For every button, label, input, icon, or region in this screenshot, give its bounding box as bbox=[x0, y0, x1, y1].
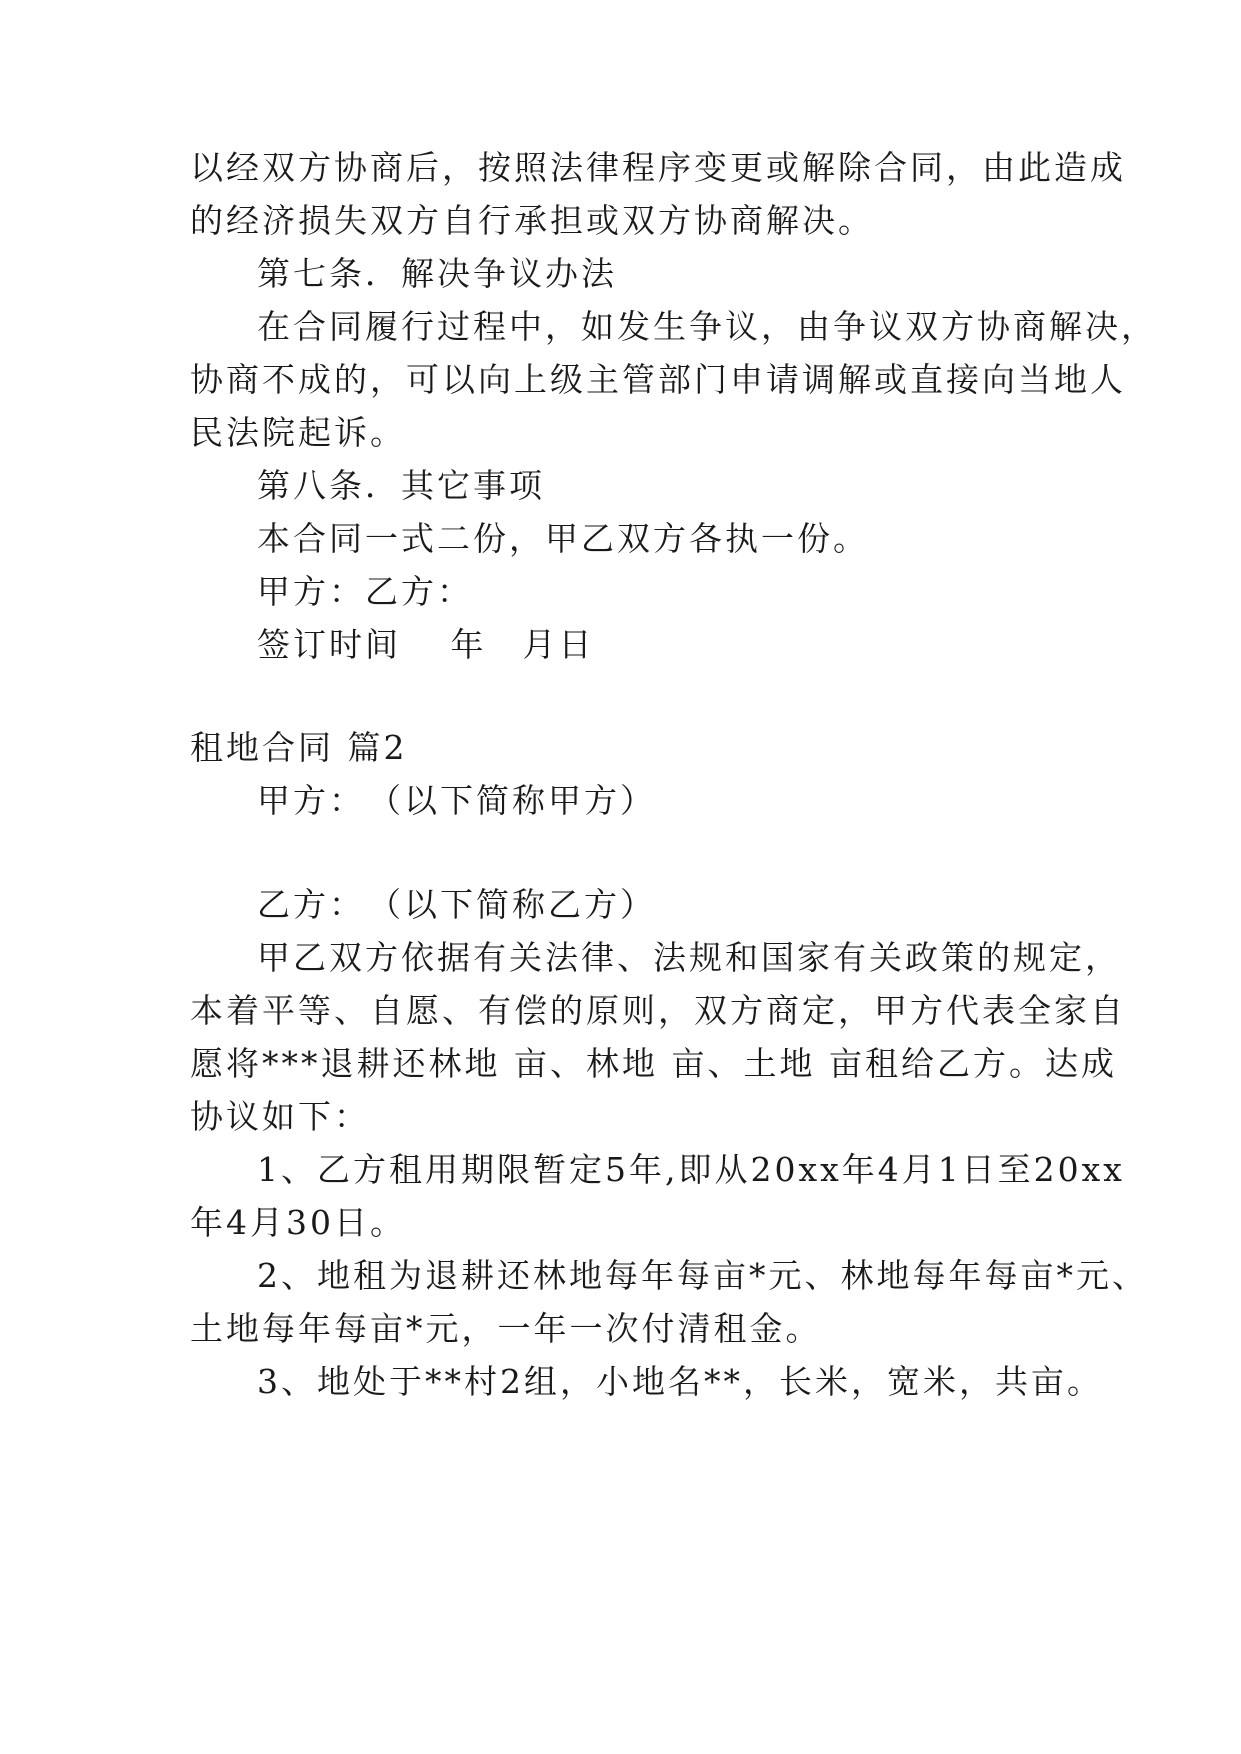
article-heading: 第七条．解决争议办法 bbox=[257, 254, 617, 293]
paragraph-line: 在合同履行过程中，如发生争议，由争议双方协商解决， bbox=[257, 307, 1157, 346]
paragraph-line: 土地每年每亩*元，一年一次付清租金。 bbox=[190, 1309, 822, 1348]
paragraph-line: 甲乙双方依据有关法律、法规和国家有关政策的规定， bbox=[257, 938, 1121, 977]
paragraph-line: 的经济损失双方自行承担或双方协商解决。 bbox=[190, 201, 874, 240]
paragraph-line: 民法院起诉。 bbox=[190, 413, 406, 452]
paragraph-line: 本合同一式二份，甲乙双方各执一份。 bbox=[257, 519, 869, 558]
date-line: 签订时间 年 月日 bbox=[257, 625, 595, 664]
paragraph-line: 年4月30日。 bbox=[190, 1203, 406, 1242]
paragraph-line: 协商不成的，可以向上级主管部门申请调解或直接向当地人 bbox=[190, 360, 1126, 399]
paragraph-line: 协议如下： bbox=[190, 1097, 370, 1136]
clause-item: 2、地租为退耕还林地每年每亩*元、林地每年每亩*元、 bbox=[257, 1256, 1148, 1295]
paragraph-line: 愿将***退耕还林地 亩、林地 亩、土地 亩租给乙方。达成 bbox=[190, 1044, 1117, 1083]
clause-item: 3、地处于**村2组，小地名**，长米，宽米，共亩。 bbox=[257, 1362, 1103, 1401]
article-heading: 第八条．其它事项 bbox=[257, 466, 545, 505]
section-title: 租地合同 篇2 bbox=[190, 728, 408, 767]
party-a-line: 甲方： （以下简称甲方） bbox=[257, 781, 656, 820]
clause-item: 1、乙方租用期限暂定5年,即从20xx年4月1日至20xx bbox=[257, 1150, 1125, 1189]
paragraph-line: 以经双方协商后，按照法律程序变更或解除合同，由此造成 bbox=[190, 148, 1126, 187]
paragraph-line: 本着平等、自愿、有偿的原则，双方商定，甲方代表全家自 bbox=[190, 991, 1126, 1030]
party-b-line: 乙方： （以下简称乙方） bbox=[257, 885, 656, 924]
signature-line: 甲方：乙方： bbox=[257, 572, 473, 611]
